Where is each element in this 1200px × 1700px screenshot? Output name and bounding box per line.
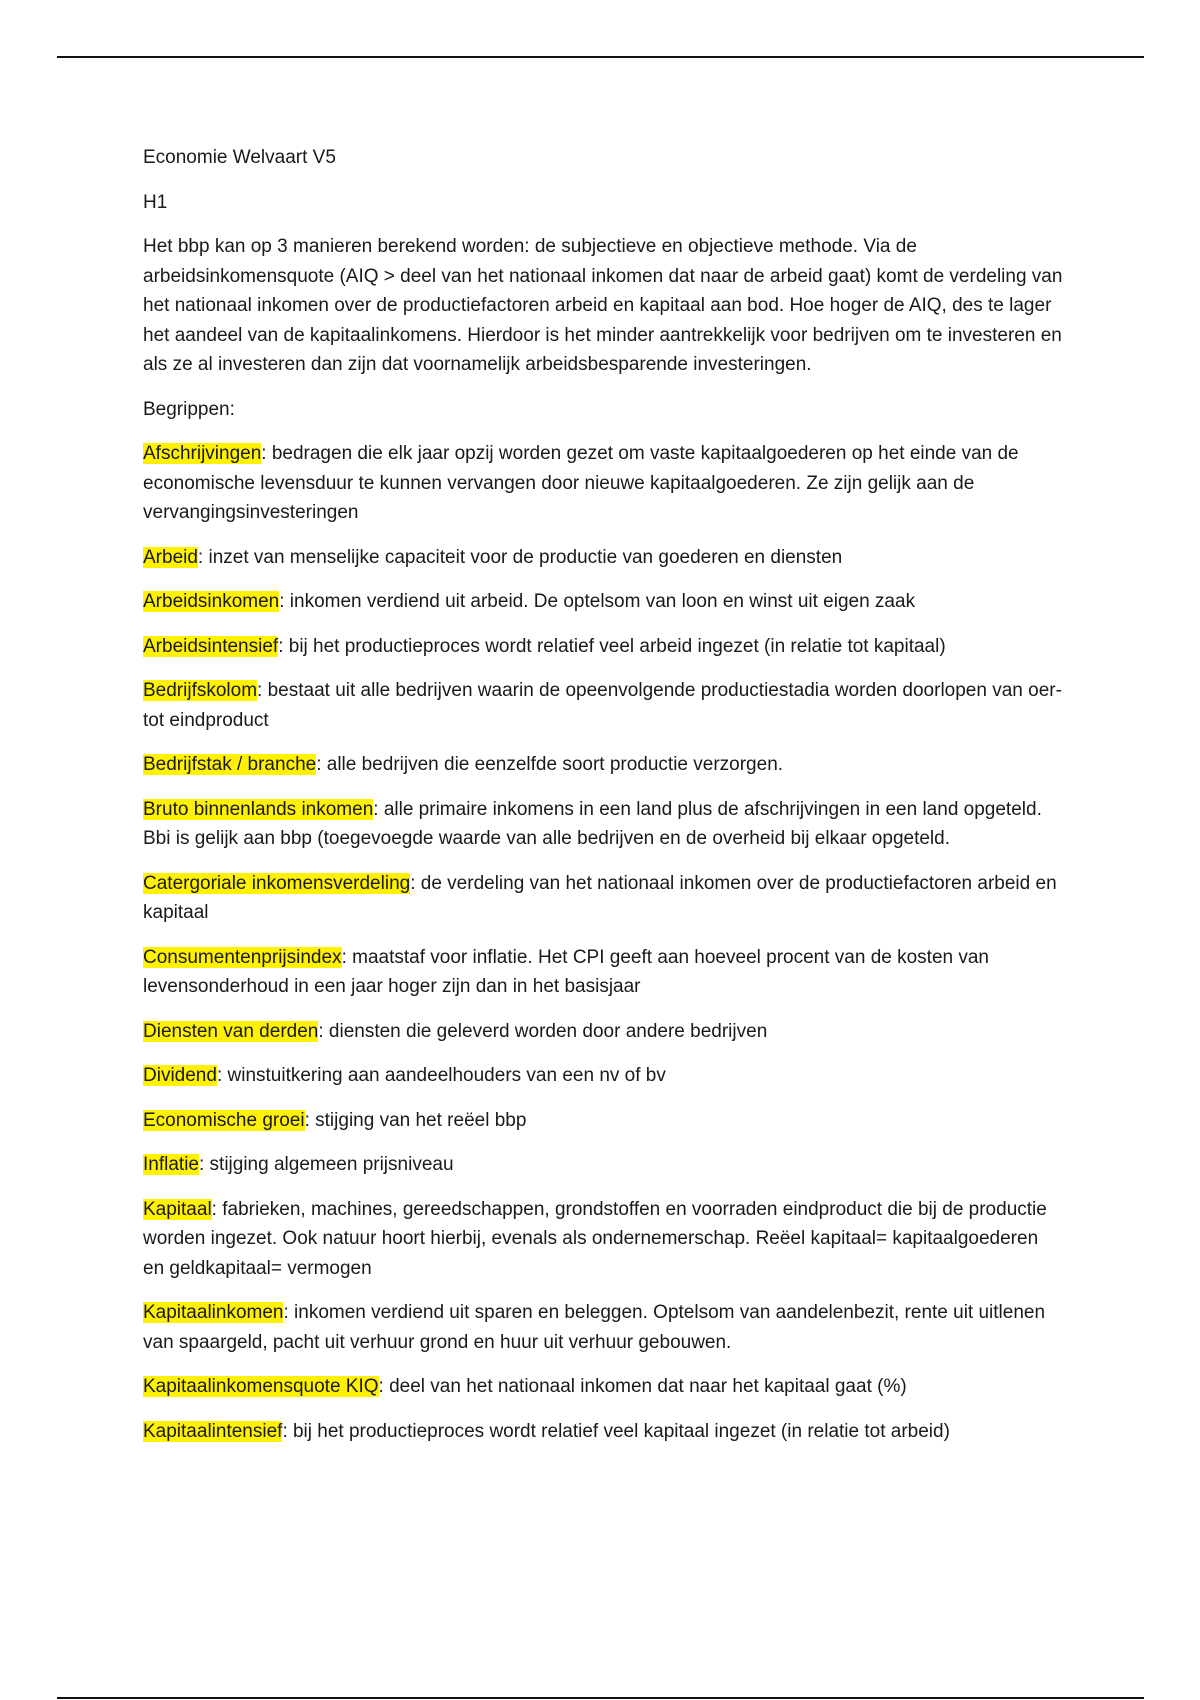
term-definition: : maatstaf voor inflatie. Het CPI geeft aan hoeveel procent van de kosten van levensonderhoud in een jaar hoger zijn dan in het basisjaar <box>143 946 990 997</box>
term-label: Diensten van derden <box>143 1020 319 1042</box>
term-label: Bedrijfskolom <box>143 680 258 701</box>
term-definition: : bij het productieproces wordt relatief veel arbeid ingezet (in relatie tot kapitaal) <box>278 635 946 657</box>
term-label: Kapitaalinkomensquote KIQ <box>143 1376 379 1397</box>
term-entry <box>143 1298 1063 1357</box>
term-entry <box>143 1106 1063 1136</box>
term-entry <box>143 869 1063 928</box>
term-label: Afschrijvingen <box>143 443 262 464</box>
terms-heading: Begrippen: <box>143 398 235 420</box>
term-definition: : bestaat uit alle bedrijven waarin de opeenvolgende productiestadia worden doorlopen van oer- tot eindproduct <box>143 680 1062 731</box>
term-definition: : stijging algemeen prijsniveau <box>198 1154 454 1175</box>
term-definition: : inkomen verdiend uit arbeid. De optelsom van loon en winst uit eigen zaak <box>279 591 916 612</box>
term-definition: : inkomen verdiend uit sparen en beleggen. Optelsom van aandelenbezit, rente uit uitlenen van spaargeld, pacht uit verhuur grond en huur uit verhuur gebouwen. <box>143 1302 1046 1353</box>
chapter-heading: H1 <box>143 191 168 213</box>
term-definition: : winstuitkering aan aandeelhouders van een nv of bv <box>216 1065 666 1086</box>
term-label: Kapitaalinkomen <box>143 1302 284 1323</box>
term-entry <box>143 676 1063 735</box>
term-definition: : bedragen die elk jaar opzij worden gezet om vaste kapitaalgoederen op het einde van de economische levensduur te kunnen vervangen door nieuwe kapitaalgoederen. Ze zijn gelijk aan de vervangingsinvesteringen <box>143 443 1019 523</box>
term-definition: : diensten die geleverd worden door andere bedrijven <box>318 1020 768 1042</box>
term-entry <box>143 943 1063 1002</box>
term-entry <box>143 1417 1063 1447</box>
term-label: Arbeid <box>143 546 198 568</box>
term-label: Dividend <box>143 1065 217 1086</box>
term-label: Catergoriale inkomensverdeling <box>143 872 411 894</box>
term-entry <box>143 795 1063 854</box>
term-entry <box>143 543 1063 573</box>
term-label: Bruto binnenlands inkomen <box>143 798 374 820</box>
term-definition: : alle bedrijven die eenzelfde soort productie verzorgen. <box>316 754 784 775</box>
term-entry <box>143 1150 1063 1180</box>
term-entry <box>143 587 1063 617</box>
term-label: Kapitaalintensief <box>143 1420 283 1442</box>
term-definition: : de verdeling van het nationaal inkomen over de productiefactoren arbeid en kapitaal <box>143 872 1057 923</box>
term-definition: : deel van het nationaal inkomen dat naar het kapitaal gaat (%) <box>378 1376 907 1397</box>
term-label: Economische groei <box>143 1109 305 1131</box>
term-definition: : inzet van menselijke capaciteit voor de productie van goederen en diensten <box>197 546 843 568</box>
term-label: Kapitaal <box>143 1198 212 1220</box>
term-label: Arbeidsintensief <box>143 635 279 657</box>
term-entry <box>143 1017 1063 1047</box>
term-label: Arbeidsinkomen <box>143 591 280 612</box>
term-label: Inflatie <box>143 1154 199 1175</box>
footer-rule <box>57 1697 1144 1699</box>
document-title: Economie Welvaart V5 <box>143 147 336 168</box>
term-entry <box>143 632 1063 662</box>
term-entry <box>143 439 1063 528</box>
term-entry <box>143 1372 1063 1402</box>
term-definition: : bij het productieproces wordt relatief veel kapitaal ingezet (in relatie tot arbeid) <box>282 1420 950 1442</box>
term-entry <box>143 1195 1063 1284</box>
term-label: Bedrijfstak / branche <box>143 754 317 775</box>
document-body <box>143 143 1063 1461</box>
header-rule <box>57 56 1144 58</box>
term-entry <box>143 750 1063 780</box>
term-definition: : fabrieken, machines, gereedschappen, grondstoffen en voorraden eindproduct die bij de productie worden ingezet. Ook natuur hoort hierbij, evenals als ondernemerschap. Reëel kapitaal= kapitaalgoederen en geldkapitaal= vermogen <box>143 1198 1047 1279</box>
term-label: Consumentenprijsindex <box>143 946 342 968</box>
term-definition: : alle primaire inkomens in een land plus de afschrijvingen in een land opgeteld. Bbi is gelijk aan bbp (toegevoegde waarde van alle bedrijven en de overheid bij elkaar opgeteld. <box>143 798 1042 849</box>
term-entry <box>143 1061 1063 1091</box>
intro-paragraph: Het bbp kan op 3 manieren berekend worden: de subjectieve en objectieve methode. Via de arbeidsinkomensquote (AIQ > deel van het nationaal inkomen dat naar de arbeid gaat) komt de verdeling van het nationaal inkomen over de productiefactoren arbeid en kapitaal aan bod. Hoe hoger de AIQ, des te lager het aandeel van de kapitaalinkomens. Hierdoor is het minder aantrekkelijk voor bedrijven om te investeren en als ze al investeren dan zijn dat voornamelijk arbeidsbesparende investeringen. <box>143 236 1063 375</box>
term-definition: : stijging van het reëel bbp <box>304 1109 527 1131</box>
